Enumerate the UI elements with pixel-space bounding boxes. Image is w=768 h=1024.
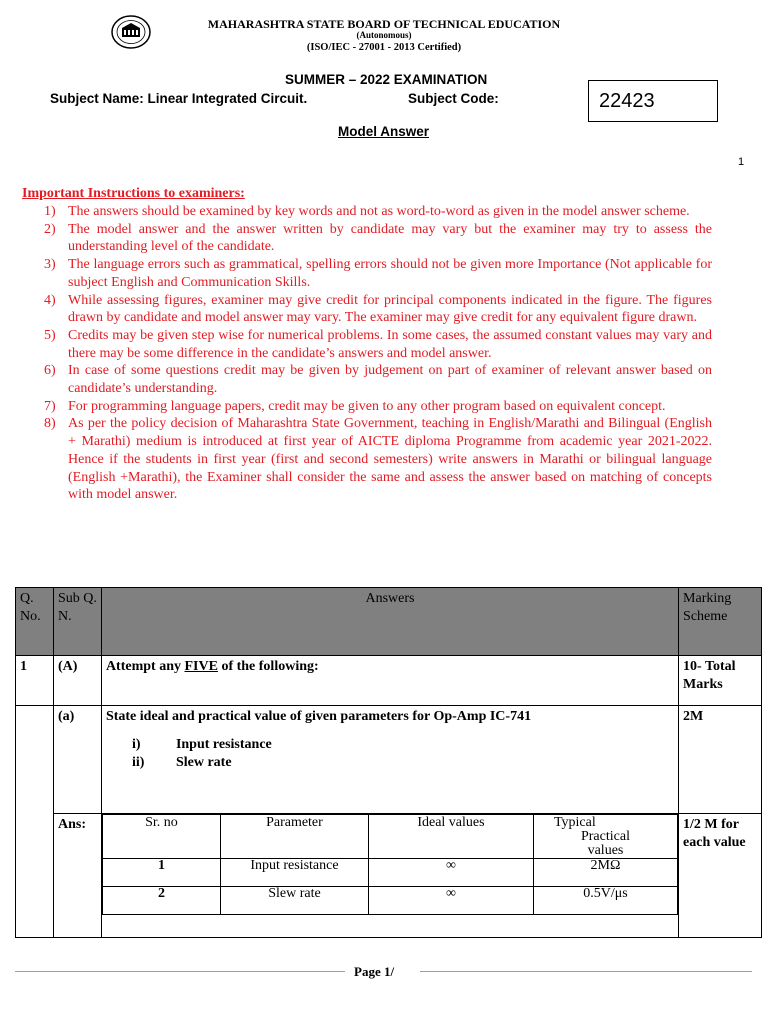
list-item: i) Input resistance bbox=[131, 737, 272, 752]
instruction-item: 8) As per the policy decision of Maharashtra State Government, teaching in English/Marathi and Bilingual (English + Marathi) medium is introduced at first year of AICTE diploma Programme from academic year 2021-2022. Hence if the students in first year (first and second semesters) write answers in Marathi or bilingual language (English +Marathi), the Examiner shall consider the same and assess the answer based on matching of concepts with model answer. bbox=[44, 416, 712, 503]
answer-table bbox=[15, 587, 762, 938]
exam-title: SUMMER – 2022 EXAMINATION bbox=[285, 72, 488, 87]
instruction-item: 4) While assessing figures, examiner may give credit for principal components indicated in the figure. The figures drawn by candidate and model answer may vary. The examiner may give credit for any equivalent figure drawn. bbox=[44, 292, 712, 326]
table-row bbox=[16, 656, 762, 706]
subject-name: Subject Name: Linear Integrated Circuit. bbox=[50, 91, 308, 106]
inner-header-row: Sr. no Parameter Ideal values Typical Practical values bbox=[102, 815, 677, 859]
instruction-item: 2) The model answer and the answer written by candidate may vary but the examiner may try to assess the understanding level of the candidate. bbox=[44, 221, 712, 255]
table-row: 1 Input resistance ∞ 2MΩ bbox=[102, 859, 677, 887]
answer-marks: 1/2 M for each value bbox=[679, 814, 762, 938]
header-qno: Q. No. bbox=[16, 588, 54, 656]
parameter-table bbox=[102, 814, 678, 915]
table-row bbox=[16, 814, 762, 938]
question-number: 1 bbox=[16, 656, 54, 706]
instructions-list bbox=[22, 203, 712, 504]
instruction-item: 1) The answers should be examined by key words and not as word-to-word as given in the model answer scheme. bbox=[44, 204, 690, 219]
instructions-title: Important Instructions to examiners: bbox=[22, 186, 245, 201]
header-subq: Sub Q. N. bbox=[53, 588, 101, 656]
total-marks: 10- Total Marks bbox=[679, 656, 762, 706]
subject-code-label: Subject Code: bbox=[408, 91, 499, 106]
table-row bbox=[16, 706, 762, 814]
page-number: 1 bbox=[738, 156, 745, 168]
footer-page-label: Page 1/ bbox=[354, 964, 395, 979]
header-answers: Answers bbox=[101, 588, 678, 656]
model-answer-title: Model Answer bbox=[338, 124, 430, 139]
footer-divider-left bbox=[15, 971, 345, 972]
answer-cell bbox=[101, 814, 678, 938]
instruction-item: 7) For programming language papers, credit may be given to any other program based on equivalent concept. bbox=[44, 398, 666, 414]
list-item: ii) Slew rate bbox=[131, 755, 232, 770]
board-name: MAHARASHTRA STATE BOARD OF TECHNICAL EDUCATION bbox=[207, 17, 561, 31]
instruction-item: 3) The language errors such as grammatical, spelling errors should not be given more Importance (Not applicable for subject English and Communication Skills. bbox=[44, 257, 712, 290]
autonomous-label: (Autonomous) bbox=[356, 30, 412, 40]
header-marking: Marking Scheme bbox=[679, 588, 762, 656]
question-marks: 2M bbox=[679, 706, 762, 814]
answer-label: Ans: bbox=[53, 814, 101, 938]
instruction-item: 6) In case of some questions credit may be given by judgement on part of examiner of relevant answer based on candidate’s understanding. bbox=[44, 363, 712, 397]
question-cell bbox=[101, 706, 678, 814]
iso-certification: (ISO/IEC - 27001 - 2013 Certified) bbox=[306, 42, 462, 53]
table-row: 2 Slew rate ∞ 0.5V/μs bbox=[102, 887, 677, 915]
attempt-instruction: Attempt any FIVE of the following: bbox=[101, 656, 678, 706]
footer-divider-right bbox=[420, 971, 752, 972]
sub-question: (a) bbox=[53, 706, 101, 814]
sub-question: (A) bbox=[53, 656, 101, 706]
instruction-item: 5) Credits may be given step wise for numerical problems. In some cases, the assumed constant values may vary and there may be some difference in the candidate’s answers and model answer. bbox=[44, 327, 712, 361]
question-text: State ideal and practical value of given parameters for Op-Amp IC-741 bbox=[105, 709, 532, 724]
table-header-row bbox=[16, 588, 762, 656]
subject-code-box: 22423 bbox=[588, 80, 718, 122]
